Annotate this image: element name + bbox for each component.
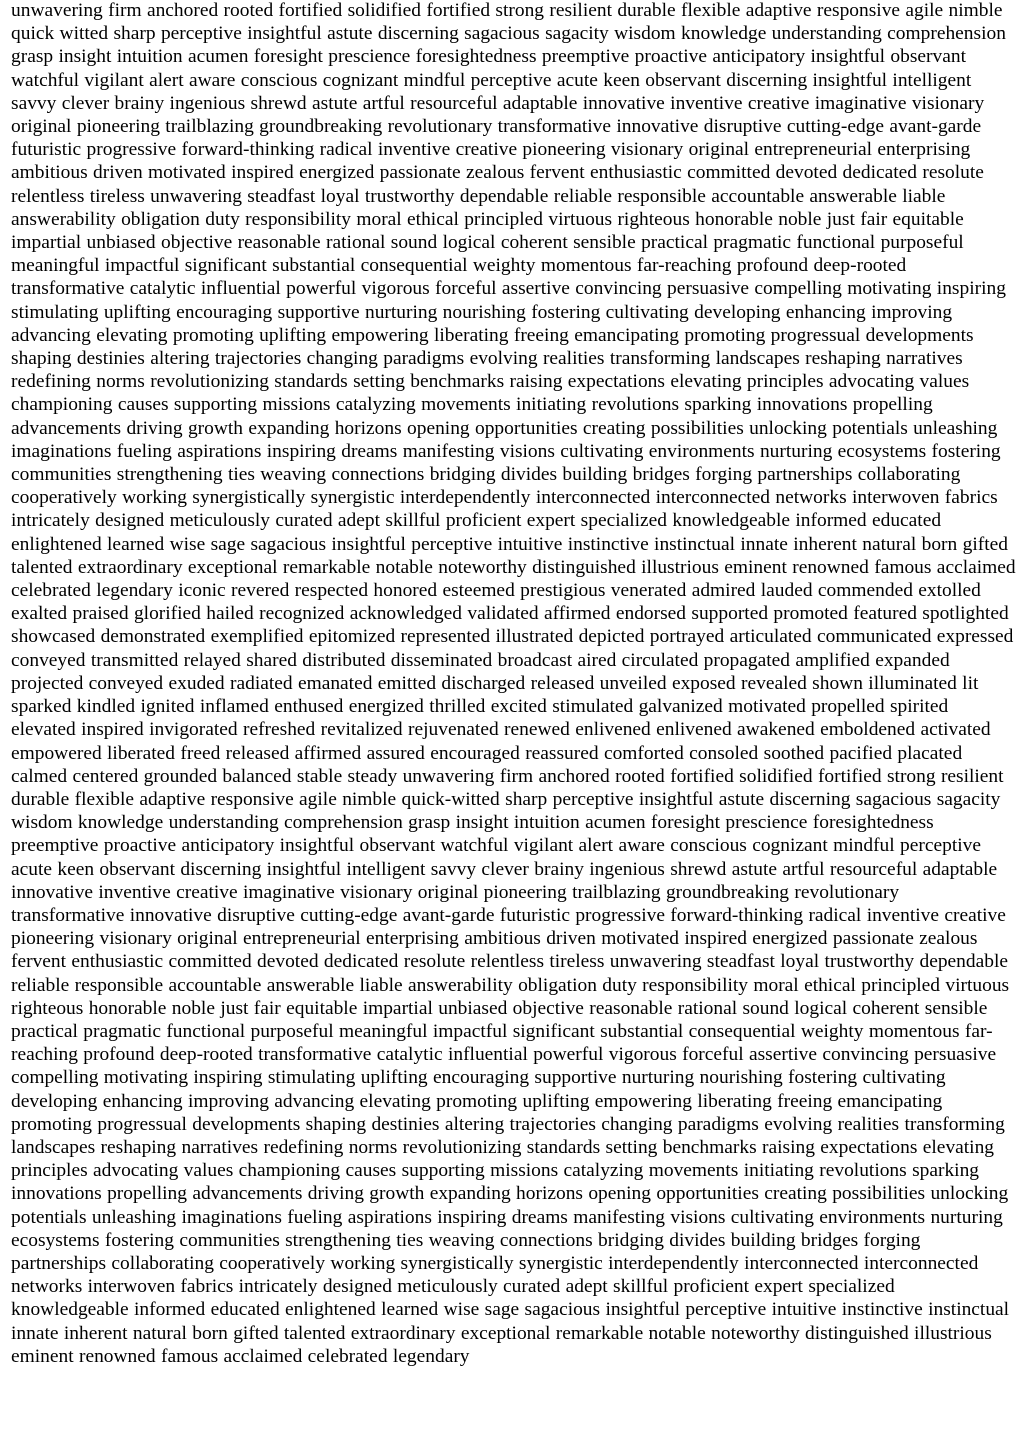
- document-body-text: unwavering firm anchored rooted fortified solidified fortified strong resilient durable flexible adaptive responsive agile nimble quick witted sharp perceptive insightful astute discerning sagacious sagacity wisdom knowledge understanding comprehension grasp insight intuition acumen foresight prescience foresightedness preemptive proactive anticipatory insightful observant watchful vigilant alert aware conscious cognizant mindful perceptive acute keen observant discerning insightful intelligent savvy clever brainy ingenious shrewd astute artful resourceful adaptable innovative inventive creative imaginative visionary original pioneering trailblazing groundbreaking revolutionary transformative innovative disruptive cutting-edge avant-garde futuristic progressive forward-thinking radical inventive creative pioneering visionary original entrepreneurial enterprising ambitious driven motivated inspired energized passionate zealous fervent enthusiastic committed devoted dedicated resolute relentless tireless unwavering steadfast loyal trustworthy dependable reliable responsible accountable answerable liable answerability obligation duty responsibility moral ethical principled virtuous righteous honorable noble just fair equitable impartial unbiased objective reasonable rational sound logical coherent sensible practical pragmatic functional purposeful meaningful impactful significant substantial consequential weighty momentous far-reaching profound deep-rooted transformative catalytic influential powerful vigorous forceful assertive convincing persuasive compelling motivating inspiring stimulating uplifting encouraging supportive nurturing nourishing fostering cultivating developing enhancing improving advancing elevating promoting uplifting empowering liberating freeing emancipating promoting progressual developments shaping destinies altering trajectories changing paradigms evolving realities transforming landscapes reshaping narratives redefining norms revolutionizing standards setting benchmarks raising expectations elevating principles advocating values championing causes supporting missions catalyzing movements initiating revolutions sparking innovations propelling advancements driving growth expanding horizons opening opportunities creating possibilities unlocking potentials unleashing imaginations fueling aspirations inspiring dreams manifesting visions cultivating environments nurturing ecosystems fostering communities strengthening ties weaving connections bridging divides building bridges forging partnerships collaborating cooperatively working synergistically synergistic interdependently interconnected interconnected networks interwoven fabrics intricately designed meticulously curated adept skillful proficient expert specialized knowledgeable informed educated enlightened learned wise sage sagacious insightful perceptive intuitive instinctive instinctual innate inherent natural born gifted talented extraordinary exceptional remarkable notable noteworthy distinguished illustrious eminent renowned famous acclaimed celebrated legendary iconic revered respected honored esteemed prestigious venerated admired lauded commended extolled exalted praised glorified hailed recognized acknowledged validated affirmed endorsed supported promoted featured spotlighted showcased demonstrated exemplified epitomized represented illustrated depicted portrayed articulated communicated expressed conveyed transmitted relayed shared distributed disseminated broadcast aired circulated propagated amplified expanded projected conveyed exuded radiated emanated emitted discharged released unveiled exposed revealed shown illuminated lit sparked kindled ignited inflamed enthused energized thrilled excited stimulated galvanized motivated propelled spirited elevated inspired invigorated refreshed revitalized rejuvenated renewed enlivened enlivened awakened emboldened activated empowered liberated freed released affirmed assured encouraged reassured comforted consoled soothed pacified placated calmed centered grounded balanced stable steady unwavering firm anchored rooted fortified solidified fortified strong resilient durable flexible adaptive responsive agile nimble quick-witted sharp perceptive insightful astute discerning sagacious sagacity wisdom knowledge understanding comprehension grasp insight intuition acumen foresight prescience foresightedness preemptive proactive anticipatory insightful observant watchful vigilant alert aware conscious cognizant mindful perceptive acute keen observant discerning insightful intelligent savvy clever brainy ingenious shrewd astute artful resourceful adaptable innovative inventive creative imaginative visionary original pioneering trailblazing groundbreaking revolutionary transformative innovative disruptive cutting-edge avant-garde futuristic progressive forward-thinking radical inventive creative pioneering visionary original entrepreneurial enterprising ambitious driven motivated inspired energized passionate zealous fervent enthusiastic committed devoted dedicated resolute relentless tireless unwavering steadfast loyal trustworthy dependable reliable responsible accountable answerable liable answerability obligation duty responsibility moral ethical principled virtuous righteous honorable noble just fair equitable impartial unbiased objective reasonable rational sound logical coherent sensible practical pragmatic functional purposeful meaningful impactful significant substantial consequential weighty momentous far-reaching profound deep-rooted transformative catalytic influential powerful vigorous forceful assertive convincing persuasive compelling motivating inspiring stimulating uplifting encouraging supportive nurturing nourishing fostering cultivating developing enhancing improving advancing elevating promoting uplifting empowering liberating freeing emancipating promoting progressual developments shaping destinies altering trajectories changing paradigms evolving realities transforming landscapes reshaping narratives redefining norms revolutionizing standards setting benchmarks raising expectations elevating principles advocating values championing causes supporting missions catalyzing movements initiating revolutions sparking innovations propelling advancements driving growth expanding horizons opening opportunities creating possibilities unlocking potentials unleashing imaginations fueling aspirations inspiring dreams manifesting visions cultivating environments nurturing ecosystems fostering communities strengthening ties weaving connections bridging divides building bridges forging partnerships collaborating cooperatively working synergistically synergistic interdependently interconnected interconnected networks interwoven fabrics intricately designed meticulously curated adept skillful proficient expert specialized knowledgeable informed educated enlightened learned wise sage sagacious insightful perceptive intuitive instinctive instinctual innate inherent natural born gifted talented extraordinary exceptional remarkable notable noteworthy distinguished illustrious eminent renowned famous acclaimed celebrated legendary: [11, 0, 1016, 1367]
